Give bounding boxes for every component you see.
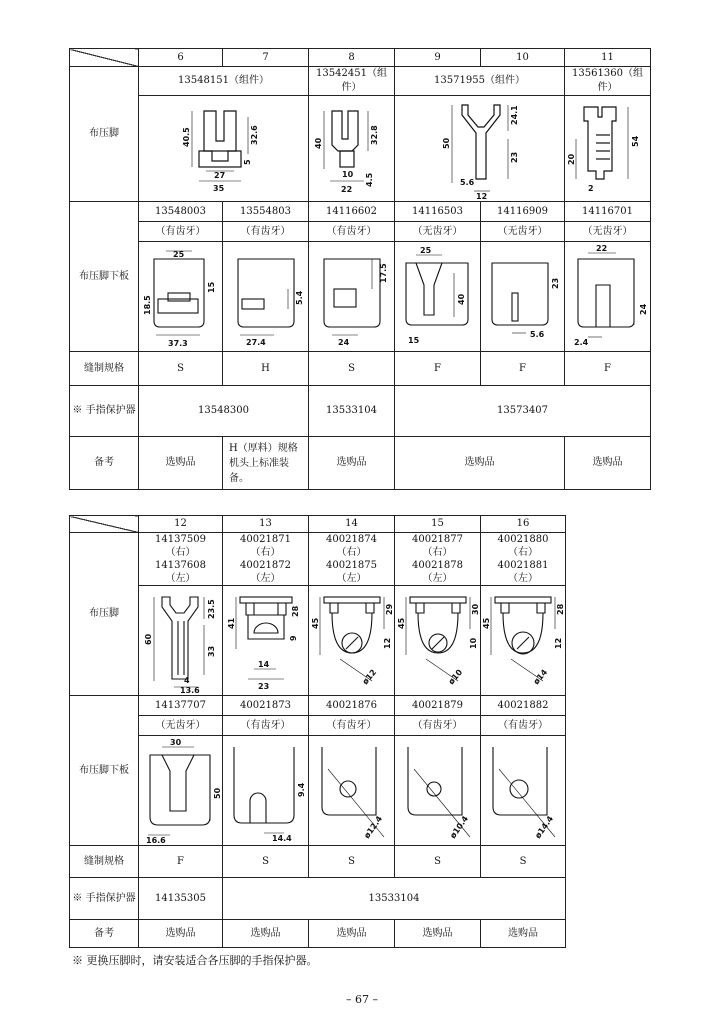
dim-label: 13.6 <box>179 685 200 693</box>
dim-label: 28 <box>556 603 565 615</box>
dim-label: 27 <box>213 170 225 180</box>
dim-label: 24.1 <box>509 104 519 125</box>
teeth-note: （无齿牙） <box>395 222 481 242</box>
parts-table-1 <box>69 48 651 490</box>
teeth-note: （有齿牙） <box>481 716 566 736</box>
stitch-spec: S <box>309 352 395 386</box>
remark: 选购品 <box>481 920 566 948</box>
dim-label: 50 <box>441 137 451 149</box>
row-label-lower-plate: 布压脚下板 <box>70 696 139 846</box>
col-header: 7 <box>223 49 309 67</box>
dim-label: 18.5 <box>142 294 152 315</box>
plate-part-number: 14116701 <box>565 202 651 222</box>
teeth-note: （有齿牙） <box>139 222 223 242</box>
dim-label: 17.5 <box>378 262 388 283</box>
dim-label: 5 <box>242 158 252 165</box>
col-header: 6 <box>139 49 223 67</box>
lower-plate-drawing <box>565 242 651 352</box>
remark: 选购品 <box>395 437 565 490</box>
lower-plate-drawing <box>481 242 565 352</box>
col-header: 12 <box>139 516 223 533</box>
presser-foot-drawing <box>309 586 395 696</box>
lower-plate-drawing <box>309 736 395 846</box>
row-label-finger-guard: ※ 手指保护器 <box>70 386 139 437</box>
col-header: 8 <box>309 49 395 67</box>
teeth-note: （有齿牙） <box>223 716 309 736</box>
dim-label: 5.6 <box>529 329 544 339</box>
part-number: 13571955（组件） <box>395 67 565 96</box>
dim-label: 5.6 <box>459 177 474 187</box>
plate-part-number: 14116503 <box>395 202 481 222</box>
dim-label: 23 <box>509 151 519 163</box>
part-number: 14137509（右）14137608（左） <box>139 533 223 586</box>
plate-part-number: 40021879 <box>395 696 481 716</box>
part-number: 40021877（右）40021878（左） <box>395 533 481 586</box>
remark: 选购品 <box>139 437 223 490</box>
dim-label: 40 <box>313 137 323 149</box>
dim-label: 28 <box>290 605 300 617</box>
part-number: 13548151（组件） <box>139 67 309 96</box>
row-label-presser-foot: 布压脚 <box>70 533 139 696</box>
stitch-spec: S <box>481 846 566 878</box>
dim-label: 50 <box>212 787 222 799</box>
teeth-note: （无齿牙） <box>139 716 223 736</box>
row-label-finger-guard: ※ 手指保护器 <box>70 878 139 920</box>
dim-label: 23.5 <box>206 598 216 619</box>
dim-label: 60 <box>143 633 153 645</box>
presser-foot-drawing <box>309 96 395 202</box>
teeth-note: （无齿牙） <box>481 222 565 242</box>
dim-label: 4.5 <box>364 172 374 187</box>
teeth-note: （无齿牙） <box>565 222 651 242</box>
dim-label: 32.8 <box>369 124 379 145</box>
dim-label: 40 <box>456 293 466 305</box>
dim-label: 30 <box>169 738 181 747</box>
part-number: 40021874（右）40021875（左） <box>309 533 395 586</box>
part-number: 40021871（右）40021872（左） <box>223 533 309 586</box>
footnote: ※ 更换压脚时，请安装适合各压脚的手指保护器。 <box>72 954 318 967</box>
presser-foot-drawing <box>481 586 566 696</box>
dim-label: 20 <box>566 153 576 165</box>
remark: 选购品 <box>309 437 395 490</box>
dim-label: 23 <box>550 277 560 289</box>
finger-guard-part: 13533104 <box>309 386 395 437</box>
dim-label: 45 <box>396 617 406 629</box>
col-header: 13 <box>223 516 309 533</box>
corner-cell <box>70 49 139 67</box>
part-number: 13561360（组件） <box>565 67 651 96</box>
dim-label: 12 <box>382 637 392 649</box>
stitch-spec: H <box>223 352 309 386</box>
lower-plate-drawing <box>139 242 223 352</box>
dim-label: 10 <box>341 169 353 179</box>
dim-label: ø14.4 <box>533 813 556 840</box>
dim-label: 24 <box>638 303 648 315</box>
remark: 选购品 <box>395 920 481 948</box>
presser-foot-drawing <box>139 96 309 202</box>
col-header: 16 <box>481 516 566 533</box>
presser-foot-drawing <box>395 586 481 696</box>
finger-guard-part: 14135305 <box>139 878 223 920</box>
presser-foot-drawing <box>139 586 223 696</box>
remark: 选购品 <box>223 920 309 948</box>
dim-label: 40.5 <box>181 126 191 147</box>
plate-part-number: 14116602 <box>309 202 395 222</box>
dim-label: 54 <box>630 135 640 147</box>
stitch-spec: S <box>395 846 481 878</box>
page-number: – 67 – <box>346 993 378 1006</box>
row-label-remarks: 备考 <box>70 920 139 948</box>
dim-label: 30 <box>470 603 480 615</box>
stitch-spec: S <box>223 846 309 878</box>
row-label-lower-plate: 布压脚下板 <box>70 202 139 352</box>
stitch-spec: F <box>395 352 481 386</box>
part-number: 40021880（右）40021881（左） <box>481 533 566 586</box>
presser-foot-drawing <box>223 586 309 696</box>
stitch-spec: S <box>139 352 223 386</box>
dim-label: 9.4 <box>296 782 306 797</box>
lower-plate-drawing <box>309 242 395 352</box>
stitch-spec: F <box>565 352 651 386</box>
dim-label: 25 <box>172 249 184 259</box>
plate-part-number: 40021873 <box>223 696 309 716</box>
stitch-spec: S <box>309 846 395 878</box>
remark: 选购品 <box>565 437 651 490</box>
col-header: 10 <box>481 49 565 67</box>
finger-guard-part: 13533104 <box>223 878 566 920</box>
col-header: 9 <box>395 49 481 67</box>
plate-part-number: 14137707 <box>139 696 223 716</box>
dim-label: 16.6 <box>145 835 166 843</box>
stitch-spec: F <box>139 846 223 878</box>
dim-label: 32.6 <box>249 124 259 145</box>
row-label-remarks: 备考 <box>70 437 139 490</box>
dim-label: 15 <box>206 281 216 293</box>
teeth-note: （有齿牙） <box>309 222 395 242</box>
dim-label: 35 <box>212 183 224 193</box>
teeth-note: （有齿牙） <box>395 716 481 736</box>
dim-label: 25 <box>419 245 431 255</box>
dim-label: 45 <box>310 617 320 629</box>
dim-label: 9 <box>288 634 298 641</box>
dim-label: 14.4 <box>271 833 292 843</box>
dim-label: ø10.4 <box>447 813 470 840</box>
row-label-presser-foot: 布压脚 <box>70 67 139 202</box>
dim-label: ø12 <box>360 667 378 686</box>
dim-label: ø12.4 <box>361 813 384 840</box>
dim-label: 29 <box>384 603 394 615</box>
lower-plate-drawing <box>223 242 309 352</box>
presser-foot-drawing <box>395 96 565 202</box>
col-header: 15 <box>395 516 481 533</box>
dim-label: 22 <box>340 184 352 194</box>
part-number: 13542451（组件） <box>309 67 395 96</box>
teeth-note: （有齿牙） <box>223 222 309 242</box>
dim-label: 14 <box>257 659 269 669</box>
dim-label: 2 <box>587 183 594 193</box>
stitch-spec: F <box>481 352 565 386</box>
dim-label: 41 <box>226 617 236 629</box>
presser-foot-drawing <box>565 96 651 202</box>
col-header: 11 <box>565 49 651 67</box>
row-label-stitch-spec: 缝制规格 <box>70 846 139 878</box>
parts-table-2 <box>69 515 566 948</box>
dim-label: ø14 <box>531 667 550 686</box>
dim-label: 33 <box>206 645 216 657</box>
dim-label: 4 <box>183 675 190 685</box>
col-header: 14 <box>309 516 395 533</box>
dim-label: 23 <box>257 681 269 691</box>
dim-label: 22 <box>595 244 607 253</box>
finger-guard-part: 13573407 <box>395 386 651 437</box>
dim-label: 12 <box>475 191 487 199</box>
remark: 选购品 <box>139 920 223 948</box>
dim-label: 12 <box>554 637 563 649</box>
dim-label: 2.4 <box>573 337 588 347</box>
plate-part-number: 40021876 <box>309 696 395 716</box>
lower-plate-drawing <box>481 736 566 846</box>
plate-part-number: 14116909 <box>481 202 565 222</box>
dim-label: 10 <box>468 637 478 649</box>
corner-cell <box>70 516 139 533</box>
remark: 选购品 <box>309 920 395 948</box>
lower-plate-drawing <box>139 736 223 846</box>
finger-guard-part: 13548300 <box>139 386 309 437</box>
row-label-stitch-spec: 缝制规格 <box>70 352 139 386</box>
plate-part-number: 13548003 <box>139 202 223 222</box>
teeth-note: （有齿牙） <box>309 716 395 736</box>
remark: H（厚料）规格机头上标准装备。 <box>223 437 309 490</box>
dim-label: 37.3 <box>167 338 188 348</box>
dim-label: 24 <box>337 337 349 347</box>
lower-plate-drawing <box>223 736 309 846</box>
lower-plate-drawing <box>395 242 481 352</box>
dim-label: 27.4 <box>245 337 266 347</box>
dim-label: 45 <box>482 617 491 629</box>
dim-label: 5.4 <box>294 290 304 305</box>
lower-plate-drawing <box>395 736 481 846</box>
dim-label: ø10 <box>446 667 464 686</box>
plate-part-number: 40021882 <box>481 696 566 716</box>
plate-part-number: 13554803 <box>223 202 309 222</box>
dim-label: 15 <box>407 335 419 345</box>
